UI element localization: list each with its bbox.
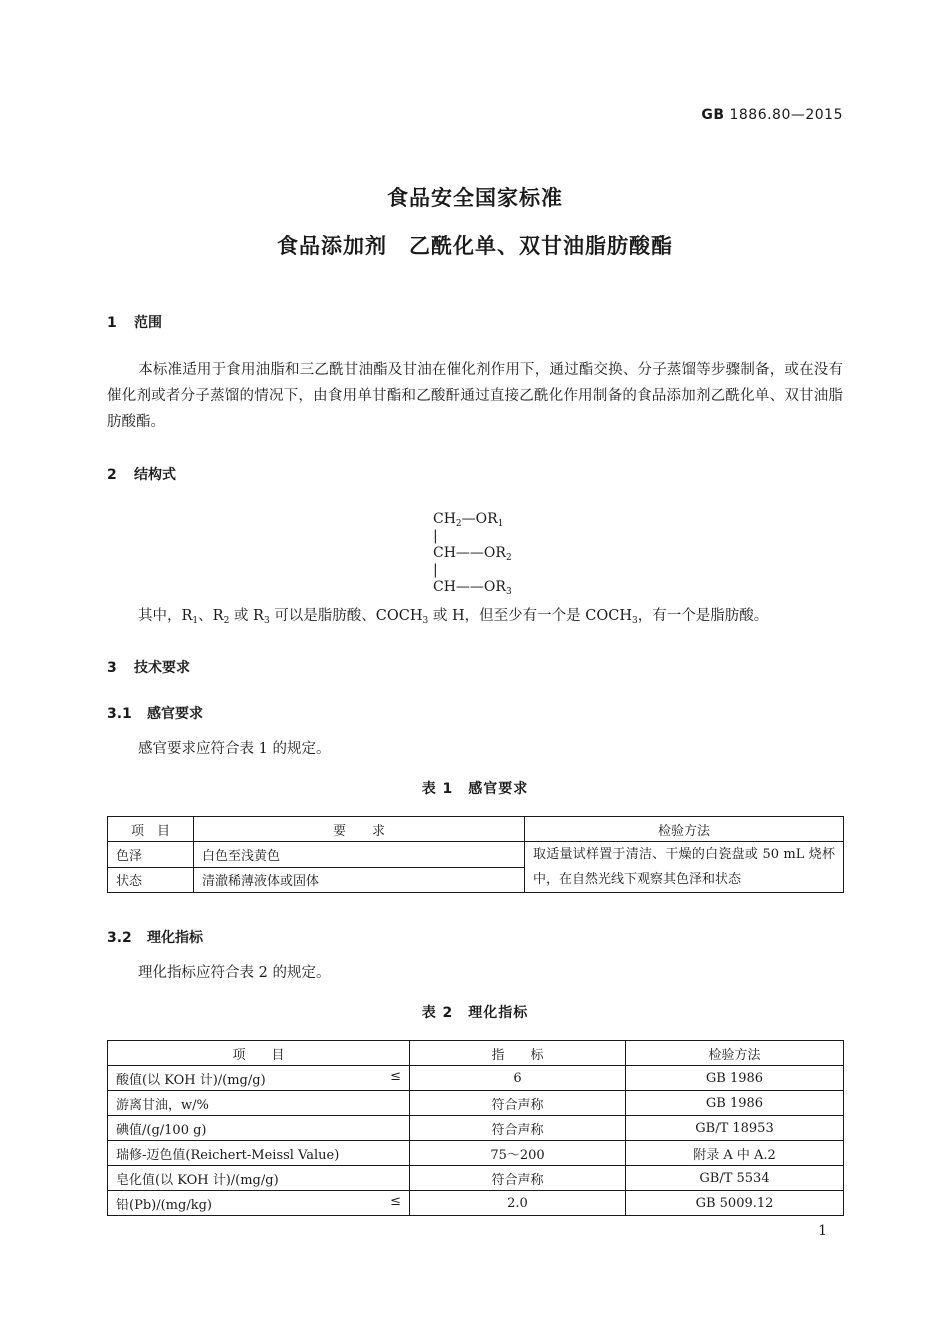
- table-2-caption: 表 2 理化指标: [421, 1005, 529, 1021]
- section-title: 范围: [134, 315, 162, 331]
- section-3-1-body: 感官要求应符合表 1 的规定。: [138, 741, 331, 757]
- formula-note: 其中，$R_1$、$R_2$ 或 $R_3$ 可以是脂肪酸、$COCH_3$ 或 H，但至少有一个是 $COCH_3$，有一个是脂肪酸。: [138, 608, 769, 626]
- item-cell: 游离甘油，w/%: [108, 1091, 410, 1116]
- requirement-cell: 白色至浅黄色: [194, 842, 525, 868]
- value-cell: 75～200: [410, 1141, 626, 1166]
- section-3-2-body: 理化指标应符合表 2 的规定。: [138, 965, 331, 981]
- section-title: 技术要求: [134, 660, 190, 676]
- section-1-body: [107, 357, 843, 435]
- value-cell: 符合声称: [410, 1116, 626, 1141]
- method-cell: GB 1986: [626, 1091, 844, 1116]
- item-cell: 色泽: [108, 842, 194, 868]
- formula-bond: |: [433, 562, 438, 578]
- document-subtitle: 食品添加剂 乙酰化单、双甘油脂肪酸酯: [277, 234, 673, 258]
- table-row: [108, 1066, 844, 1091]
- item-cell: 皂化值(以 KOH 计)/(mg/g): [108, 1166, 410, 1191]
- section-title: 理化指标: [147, 930, 203, 946]
- column-header: 要 求: [194, 817, 525, 842]
- column-header: 检验方法: [525, 817, 844, 842]
- formula-row-2: $CH——OR_2$: [433, 545, 512, 563]
- section-number: 3: [107, 660, 117, 676]
- section-number: 3.2: [107, 930, 132, 946]
- formula-row-1: $CH_2—OR_1$: [433, 511, 504, 529]
- method-cell: GB/T 5534: [626, 1166, 844, 1191]
- column-header: 指 标: [410, 1041, 626, 1066]
- method-cell: GB 1986: [626, 1066, 844, 1091]
- section-3-2-heading: [107, 927, 203, 947]
- standard-number: 1886.80—2015: [729, 107, 843, 123]
- value-cell: 2.0: [410, 1191, 626, 1216]
- table-row: [108, 1091, 844, 1116]
- scope-text: 本标准适用于食用油脂和三乙酰甘油酯及甘油在催化剂作用下，通过酯交换、分子蒸馏等步骤制备，或在没有催化剂或者分子蒸馏的情况下，由食用单甘酯和乙酸酐通过直接乙酰化作用制备的食品添加剂乙酰化单、双甘油脂肪酸酯。: [107, 362, 843, 430]
- value-cell: 6: [410, 1066, 626, 1091]
- section-2-heading: [107, 464, 176, 484]
- item-cell: 状态: [108, 867, 194, 893]
- value-cell: 符合声称: [410, 1166, 626, 1191]
- section-1-heading: [107, 312, 162, 332]
- section-number: 2: [107, 467, 117, 483]
- table-row: [108, 1141, 844, 1166]
- column-header: 项 目: [108, 1041, 410, 1066]
- sensory-requirements-table: [107, 816, 844, 893]
- table-row: [108, 1166, 844, 1191]
- method-cell: 取适量试样置于清洁、干燥的白瓷盘或 50 mL 烧杯中，在自然光线下观察其色泽和状态: [525, 842, 844, 893]
- structural-formula: [433, 511, 512, 596]
- table-row: [108, 1191, 844, 1216]
- section-title: 结构式: [134, 467, 176, 483]
- le-symbol: ≤: [390, 1068, 401, 1084]
- item-cell: 瑞修-迈色值(Reichert-Meissl Value): [108, 1141, 410, 1166]
- section-3-1-heading: [107, 703, 203, 723]
- column-header: 检验方法: [626, 1041, 844, 1066]
- section-title: 感官要求: [147, 706, 203, 722]
- standard-prefix: GB: [701, 107, 725, 123]
- section-number: 1: [107, 315, 117, 331]
- section-3-heading: [107, 657, 190, 677]
- method-cell: GB 5009.12: [626, 1191, 844, 1216]
- physicochemical-indices-table: [107, 1040, 844, 1216]
- formula-row-3: $CH——OR_3$: [433, 579, 512, 597]
- item-cell: 酸值(以 KOH 计)/(mg/g) ≤: [108, 1066, 410, 1091]
- document-title: 食品安全国家标准: [387, 186, 563, 210]
- table-header-row: [108, 817, 844, 842]
- method-cell: GB/T 18953: [626, 1116, 844, 1141]
- table-row: [108, 1116, 844, 1141]
- item-cell: 铅(Pb)/(mg/kg) ≤: [108, 1191, 410, 1216]
- column-header: 项 目: [108, 817, 194, 842]
- table-header-row: [108, 1041, 844, 1066]
- standard-code: [701, 107, 843, 123]
- method-cell: 附录 A 中 A.2: [626, 1141, 844, 1166]
- value-cell: 符合声称: [410, 1091, 626, 1116]
- formula-bond: |: [433, 528, 438, 544]
- requirement-cell: 清澈稀薄液体或固体: [194, 867, 525, 893]
- item-cell: 碘值/(g/100 g): [108, 1116, 410, 1141]
- section-number: 3.1: [107, 706, 132, 722]
- le-symbol: ≤: [390, 1193, 401, 1209]
- table-1-caption: 表 1 感官要求: [421, 781, 529, 797]
- table-row: [108, 842, 844, 868]
- page-number: 1: [818, 1223, 827, 1239]
